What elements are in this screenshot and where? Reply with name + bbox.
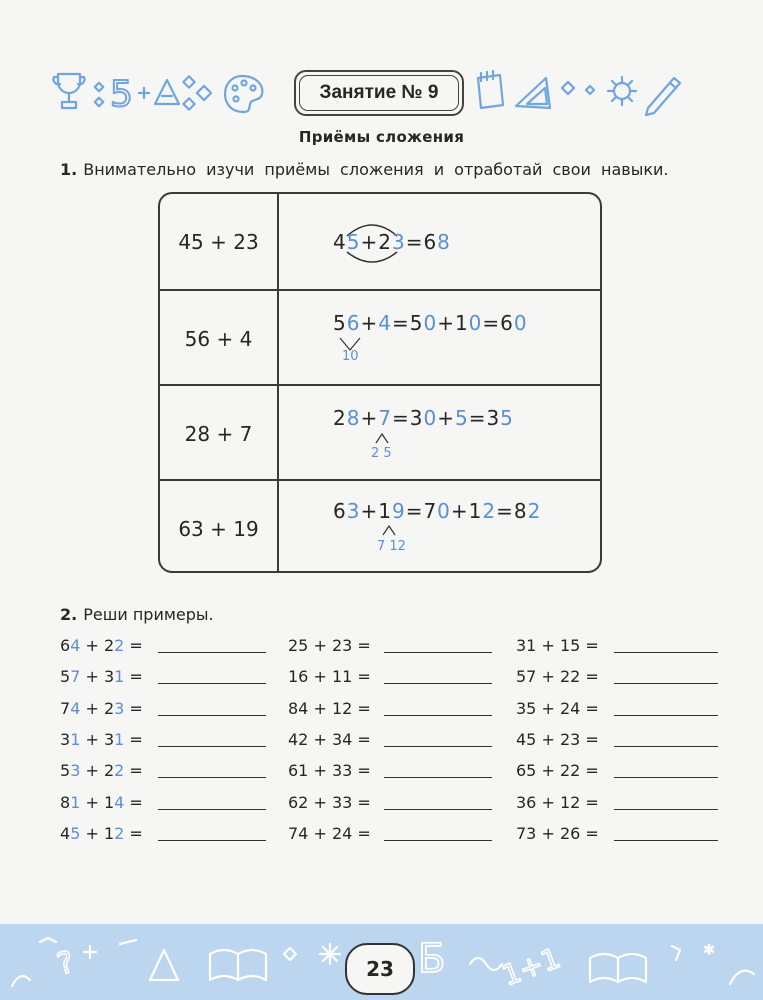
section-title: Приёмы сложения bbox=[298, 128, 465, 146]
plus-triangle-icon bbox=[139, 80, 179, 104]
question-doodle: ? bbox=[53, 944, 78, 983]
exercise-expression: 57 + 22 = bbox=[516, 667, 599, 686]
answer-line[interactable] bbox=[384, 652, 492, 653]
exercise-expression: 57 + 31 = bbox=[60, 667, 143, 686]
exercise-expression: 16 + 11 = bbox=[288, 667, 371, 686]
digit-five-doodle: 5 bbox=[110, 74, 133, 115]
pencil-icon bbox=[646, 78, 680, 115]
exercise-expression: 74 + 24 = bbox=[288, 824, 371, 843]
split-mark bbox=[372, 431, 392, 447]
exercise-expression: 64 + 22 = bbox=[60, 636, 143, 655]
open-book-icon bbox=[210, 950, 266, 980]
lesson-title: Занятие № 9 bbox=[319, 82, 439, 103]
table-row bbox=[160, 194, 600, 289]
diamond-icon bbox=[284, 948, 296, 960]
exercise-expression: 31 + 15 = bbox=[516, 636, 599, 655]
diamond-dots-icon bbox=[95, 83, 103, 106]
answer-line[interactable] bbox=[384, 715, 492, 716]
arrow-icon bbox=[40, 938, 56, 942]
header-decoration-left bbox=[52, 66, 284, 116]
lesson-title-box bbox=[294, 70, 464, 116]
solution-hint: 7 12 bbox=[377, 539, 406, 554]
table-row bbox=[160, 384, 600, 481]
techniques-table bbox=[158, 192, 602, 573]
exercise-expression: 25 + 23 = bbox=[288, 636, 371, 655]
squiggle-icon bbox=[730, 971, 754, 984]
open-book-icon bbox=[590, 954, 646, 982]
table-solution bbox=[279, 386, 600, 481]
triangle-ruler-icon bbox=[516, 78, 550, 108]
page-number: 23 bbox=[345, 943, 415, 995]
solution-equation: 45+23=68 bbox=[333, 230, 451, 254]
table-example: 63 + 19 bbox=[160, 481, 279, 573]
split-mark bbox=[379, 523, 399, 539]
diamond-shapes-icon bbox=[183, 76, 211, 109]
table-example: 45 + 23 bbox=[160, 194, 279, 289]
answer-line[interactable] bbox=[158, 715, 266, 716]
minus-icon bbox=[120, 940, 136, 944]
task1-instruction bbox=[60, 160, 668, 179]
answer-line[interactable] bbox=[384, 809, 492, 810]
wave-icon bbox=[470, 958, 502, 970]
table-solution bbox=[279, 194, 600, 289]
answer-line[interactable] bbox=[384, 683, 492, 684]
answer-line[interactable] bbox=[614, 840, 718, 841]
star-doodle: * bbox=[704, 941, 714, 965]
answer-line[interactable] bbox=[158, 777, 266, 778]
exercise-expression: 61 + 33 = bbox=[288, 761, 371, 780]
task1-number: 1. bbox=[60, 160, 78, 179]
task2-instruction bbox=[60, 605, 214, 624]
exercise-expression: 45 + 23 = bbox=[516, 730, 599, 749]
exercise-expression: 65 + 22 = bbox=[516, 761, 599, 780]
answer-line[interactable] bbox=[384, 777, 492, 778]
table-solution bbox=[279, 481, 600, 573]
exercise-expression: 42 + 34 = bbox=[288, 730, 371, 749]
letter-b-doodle: Б bbox=[418, 936, 446, 982]
table-example: 28 + 7 bbox=[160, 386, 279, 481]
plus-icon bbox=[84, 946, 96, 958]
answer-line[interactable] bbox=[614, 715, 718, 716]
task2-text: Реши примеры. bbox=[83, 605, 214, 624]
check-icon bbox=[672, 946, 680, 960]
answer-line[interactable] bbox=[158, 683, 266, 684]
exercise-expression: 31 + 31 = bbox=[60, 730, 143, 749]
gear-icon bbox=[608, 77, 636, 105]
exercise-expression: 84 + 12 = bbox=[288, 699, 371, 718]
table-row bbox=[160, 479, 600, 573]
exercise-expression: 81 + 14 = bbox=[60, 793, 143, 812]
letter-a-icon bbox=[150, 950, 178, 980]
exercise-expression: 36 + 12 = bbox=[516, 793, 599, 812]
notebook-icon bbox=[478, 71, 503, 108]
task1-text: Внимательно изучи приёмы сложения и отработай свои навыки. bbox=[83, 160, 669, 179]
answer-line[interactable] bbox=[158, 809, 266, 810]
answer-line[interactable] bbox=[614, 652, 718, 653]
header-decoration-right bbox=[472, 66, 690, 116]
table-example: 56 + 4 bbox=[160, 291, 279, 386]
task2-number: 2. bbox=[60, 605, 78, 624]
solution-hint: 2 5 bbox=[371, 446, 392, 461]
answer-line[interactable] bbox=[614, 777, 718, 778]
table-row bbox=[160, 289, 600, 386]
answer-line[interactable] bbox=[158, 746, 266, 747]
exercise-expression: 73 + 26 = bbox=[516, 824, 599, 843]
exercise-expression: 53 + 22 = bbox=[60, 761, 143, 780]
exercise-expression: 35 + 24 = bbox=[516, 699, 599, 718]
exercise-expression: 45 + 12 = bbox=[60, 824, 143, 843]
snowflake-icon bbox=[320, 944, 340, 964]
answer-line[interactable] bbox=[614, 809, 718, 810]
solution-equation: 56+4=50+10=60 bbox=[333, 311, 528, 335]
solution-hint: 10 bbox=[342, 349, 359, 364]
exercise-expression: 62 + 33 = bbox=[288, 793, 371, 812]
exercise-expression: 74 + 23 = bbox=[60, 699, 143, 718]
palette-icon bbox=[225, 76, 262, 112]
squiggle-icon bbox=[12, 976, 30, 986]
answer-line[interactable] bbox=[384, 746, 492, 747]
one-plus-one-doodle: 1+1 bbox=[497, 941, 565, 993]
sparkle-icon bbox=[562, 82, 594, 94]
solution-equation: 28+7=30+5=35 bbox=[333, 406, 514, 430]
trophy-icon bbox=[53, 74, 84, 108]
answer-line[interactable] bbox=[158, 652, 266, 653]
solution-equation: 63+19=70+12=82 bbox=[333, 499, 542, 523]
table-solution bbox=[279, 291, 600, 386]
answer-line[interactable] bbox=[384, 840, 492, 841]
answer-line[interactable] bbox=[614, 746, 718, 747]
answer-line[interactable] bbox=[158, 840, 266, 841]
answer-line[interactable] bbox=[614, 683, 718, 684]
